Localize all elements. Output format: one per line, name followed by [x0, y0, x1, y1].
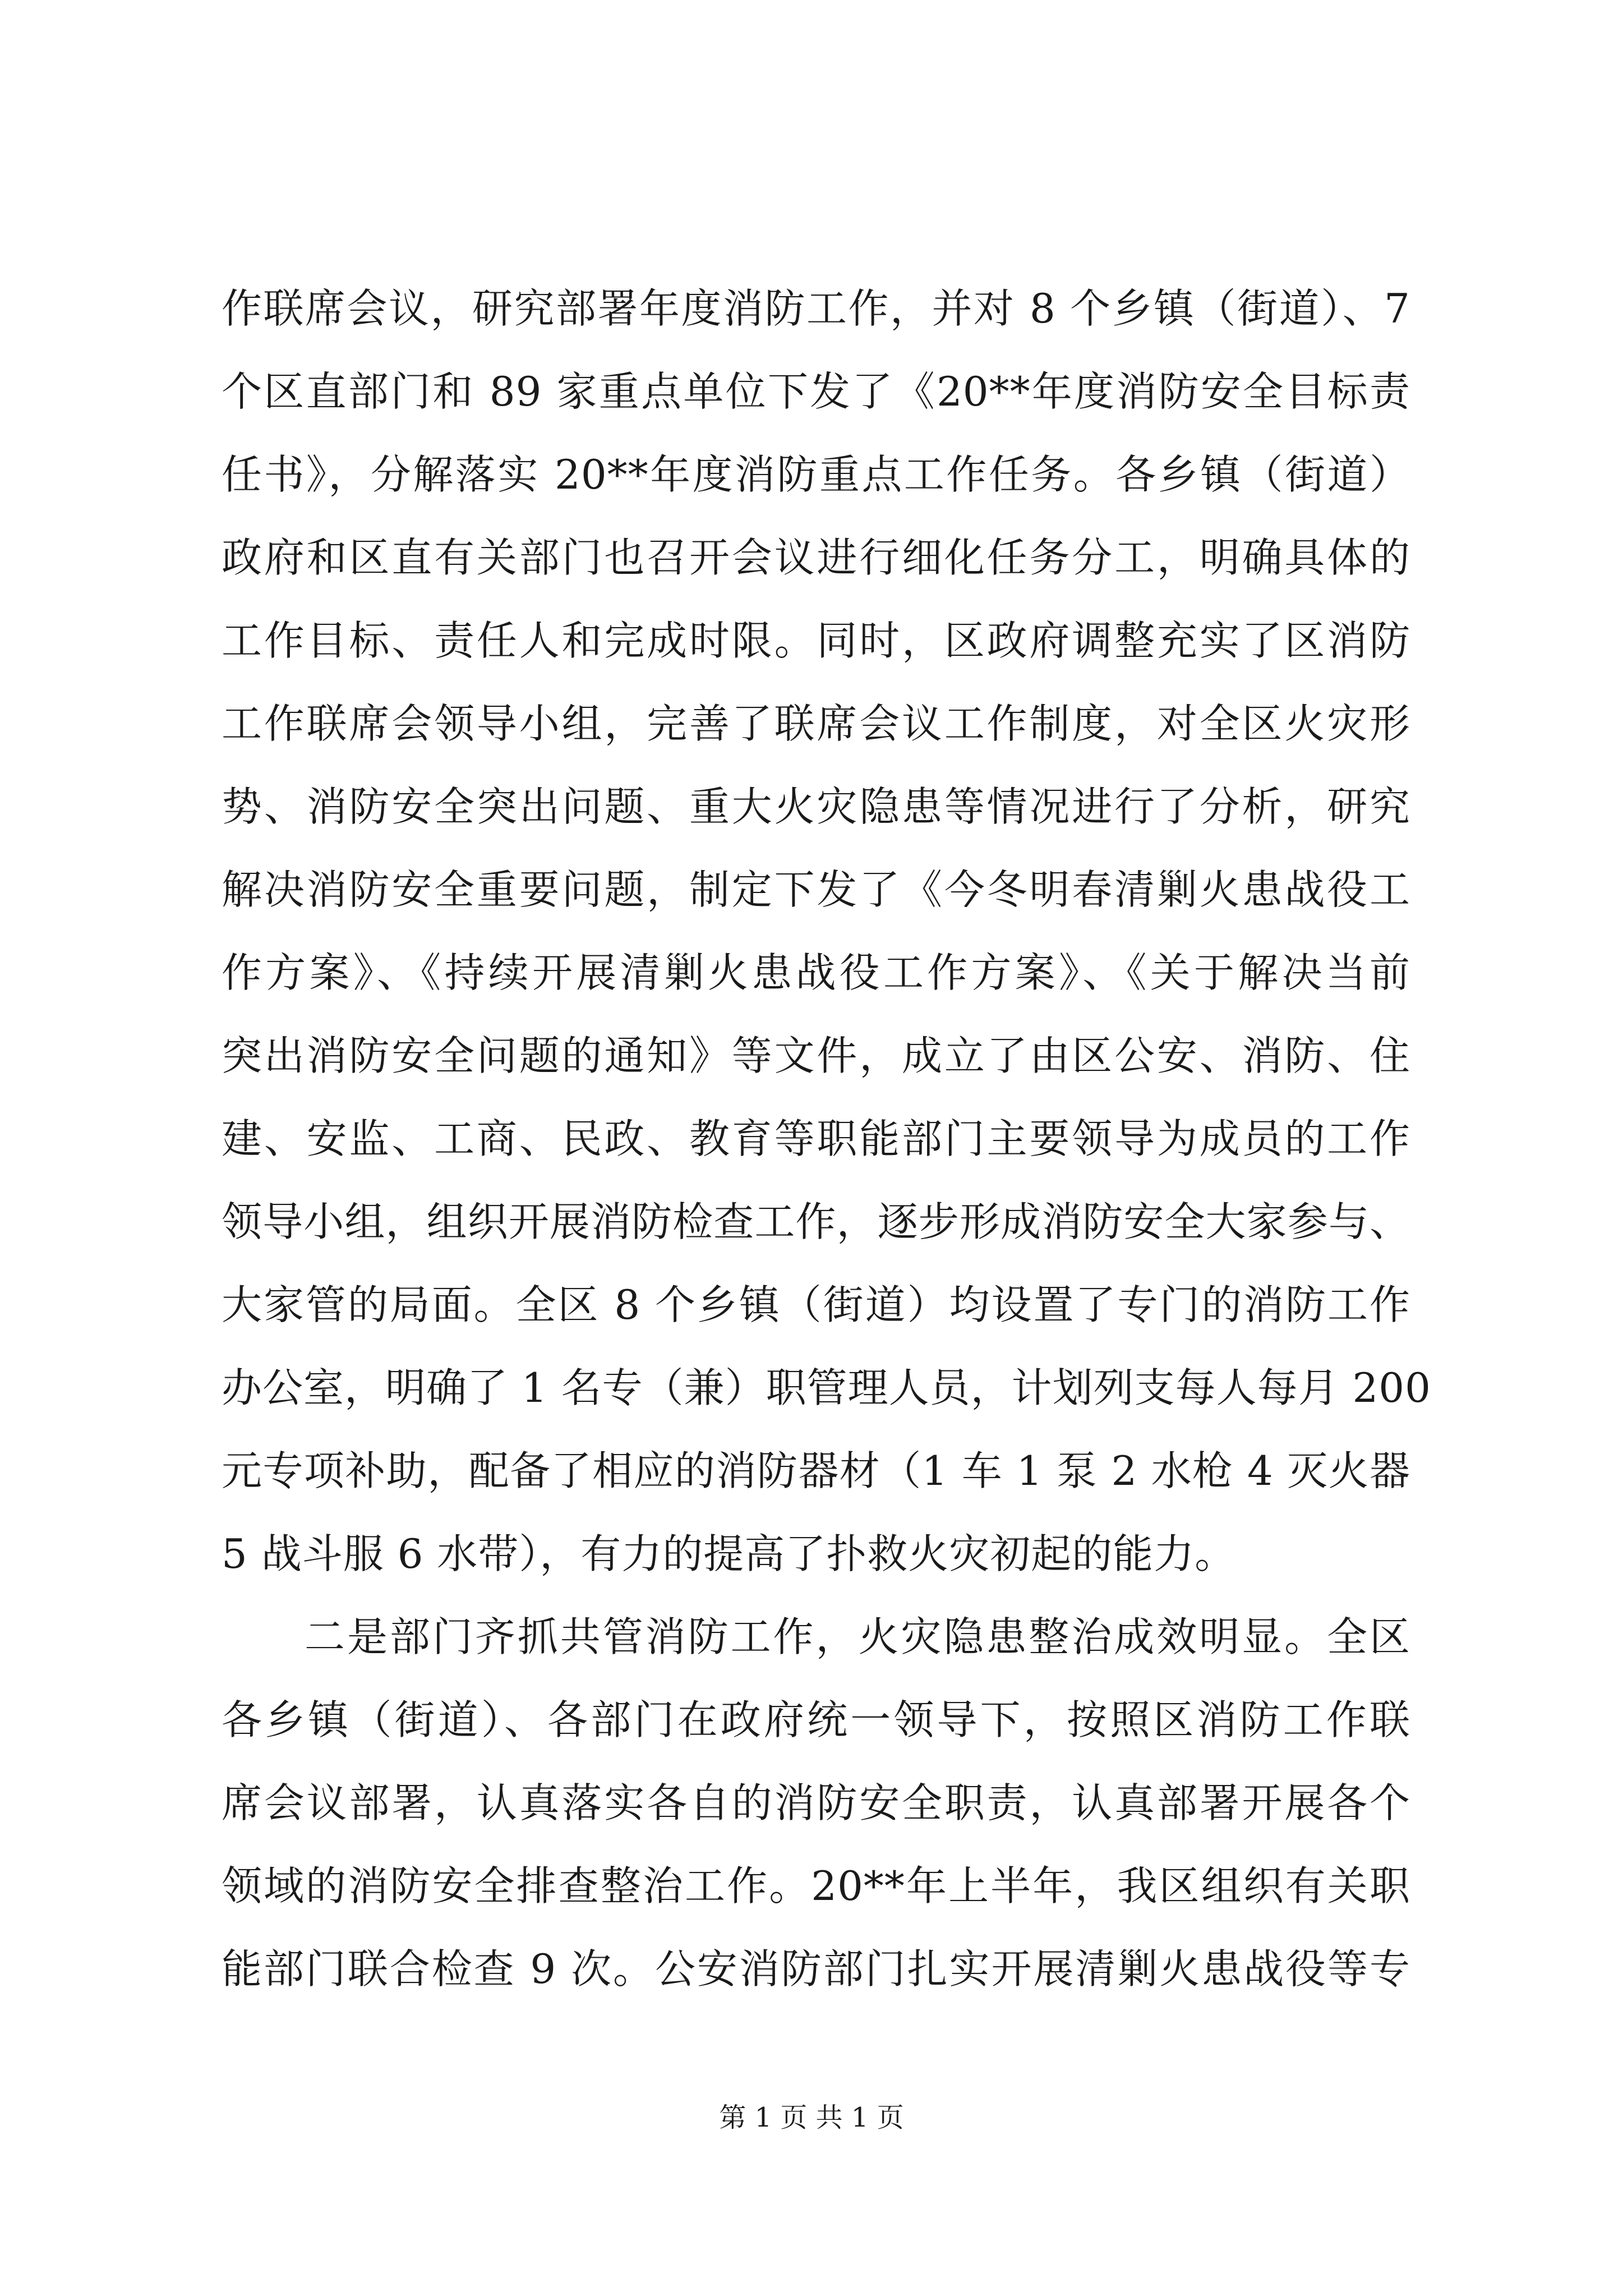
- text-line-19: 席会议部署，认真落实各自的消防安全职责，认真部署开展各个: [222, 1779, 1410, 1826]
- text-line-10: 突出消防安全问题的通知》等文件，成立了由区公安、消防、住: [222, 1032, 1410, 1079]
- text-line-17: 二是部门齐抓共管消防工作，火灾隐患整治成效明显。全区: [305, 1613, 1410, 1660]
- text-line-11: 建、安监、工商、民政、教育等职能部门主要领导为成员的工作: [222, 1115, 1410, 1162]
- text-line-15: 元专项补助，配备了相应的消防器材（1 车 1 泵 2 水枪 4 灭火器: [222, 1447, 1410, 1494]
- text-line-14: 办公室，明确了 1 名专（兼）职管理人员，计划列支每人每月 200: [222, 1364, 1431, 1411]
- page-footer: 第 1 页 共 1 页: [719, 2102, 904, 2133]
- text-line-21: 能部门联合检查 9 次。公安消防部门扎实开展清剿火患战役等专: [222, 1945, 1410, 1993]
- text-line-13: 大家管的局面。全区 8 个乡镇（街道）均设置了专门的消防工作: [222, 1281, 1410, 1328]
- text-line-1: 作联席会议，研究部署年度消防工作，并对 8 个乡镇（街道）、7: [222, 285, 1410, 332]
- text-line-20: 领域的消防安全排查整治工作。20**年上半年，我区组织有关职: [222, 1862, 1410, 1910]
- text-line-16: 5 战斗服 6 水带），有力的提高了扑救火灾初起的能力。: [222, 1530, 1236, 1577]
- text-line-8: 解决消防安全重要问题，制定下发了《今冬明春清剿火患战役工: [222, 866, 1410, 913]
- text-line-4: 政府和区直有关部门也召开会议进行细化任务分工，明确具体的: [222, 534, 1410, 581]
- text-line-6: 工作联席会领导小组，完善了联席会议工作制度，对全区火灾形: [222, 700, 1410, 747]
- text-line-2: 个区直部门和 89 家重点单位下发了《20**年度消防安全目标责: [222, 368, 1410, 415]
- text-line-18: 各乡镇（街道）、各部门在政府统一领导下，按照区消防工作联: [222, 1696, 1410, 1743]
- text-line-12: 领导小组，组织开展消防检查工作，逐步形成消防安全大家参与、: [222, 1198, 1410, 1245]
- text-line-3: 任书》，分解落实 20**年度消防重点工作任务。各乡镇（街道）: [222, 451, 1410, 498]
- text-line-5: 工作目标、责任人和完成时限。同时，区政府调整充实了区消防: [222, 617, 1410, 664]
- text-line-9: 作方案》、《持续开展清剿火患战役工作方案》、《关于解决当前: [222, 949, 1410, 996]
- text-line-7: 势、消防安全突出问题、重大火灾隐患等情况进行了分析，研究: [222, 783, 1410, 830]
- body-text: [222, 267, 1431, 2010]
